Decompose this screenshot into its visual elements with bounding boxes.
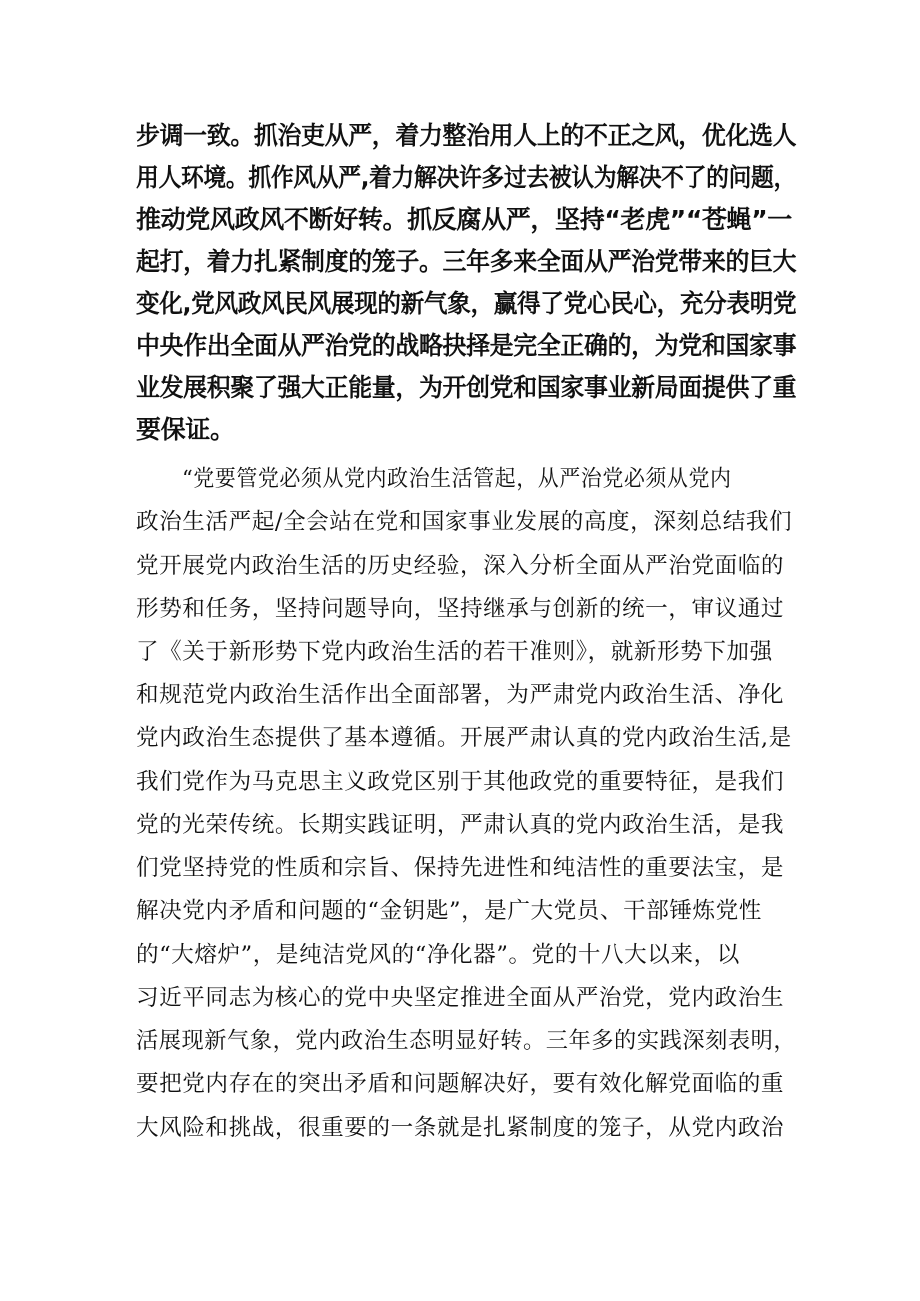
text-line: 党的光荣传统。长期实践证明，严肃认真的党内政治生活，是我 [136, 812, 785, 838]
text-line: 推动党风政风不断好转。抓反腐从严，坚持“老虎”“苍蝇”一 [136, 205, 792, 234]
text-line: 习近平同志为核心的党中央坚定推进全面从严治党，党内政治生 [136, 985, 785, 1011]
text-line: 要保证。 [136, 415, 235, 444]
text-line: 中央作出全面从严治党的战略抉择是完全正确的，为党和国家事 [136, 331, 797, 360]
text-line: 我们党作为马克思主义政党区别于其他政党的重要特征，是我们 [136, 769, 785, 795]
text-line: 大风险和挑战，很重要的一条就是扎紧制度的笼子，从党内政治 [136, 1115, 785, 1141]
text-line: 要把党内存在的突出矛盾和问题解决好，要有效化解党面临的重 [136, 1071, 785, 1097]
text-line: 活展现新气象，党内政治生态明显好转。三年多的实践深刻表明， [136, 1028, 797, 1054]
text-line: 们党坚持党的性质和宗旨、保持先进性和纯洁性的重要法宝，是 [136, 855, 785, 881]
text-line: “党要管党必须从党内政治生活管起，从严治党必须从党内 [182, 466, 732, 492]
text-line: 起打，着力扎紧制度的笼子。三年多来全面从严治党带来的巨大 [136, 247, 797, 276]
text-line: 用人环境。抓作风从严,着力解决许多过去被认为解决不了的问题， [136, 163, 796, 192]
text-line: 解决党内矛盾和问题的“金钥匙”，是广大党员、干部锤炼党性 [136, 898, 762, 924]
text-line: 变化,党风政风民风展现的新气象，赢得了党心民心，充分表明党 [136, 289, 797, 318]
text-line: 党开展党内政治生活的历史经验，深入分析全面从严治党面临的 [136, 553, 785, 579]
text-line: 和规范党内政治生活作出全面部署，为严肃党内政治生活、净化 [136, 682, 785, 708]
text-line: 的“大熔炉”，是纯洁党风的“净化器”。党的十八大以来，以 [136, 942, 740, 968]
text-line: 了《关于新形势下党内政治生活的若干准则》，就新形势下加强 [136, 639, 773, 665]
text-line: 形势和任务，坚持问题导向，坚持继承与创新的统一，审议通过 [136, 596, 785, 622]
text-line: 政治生活严起/全会站在党和国家事业发展的高度，深刻总结我们 [136, 509, 793, 535]
text-line: 业发展积聚了强大正能量，为开创党和国家事业新局面提供了重 [136, 373, 797, 402]
text-line: 党内政治生态提供了基本遵循。开展严肃认真的党内政治生活,是 [136, 725, 792, 751]
text-line: 步调一致。抓治吏从严，着力整治用人上的不正之风，优化选人 [136, 121, 797, 150]
